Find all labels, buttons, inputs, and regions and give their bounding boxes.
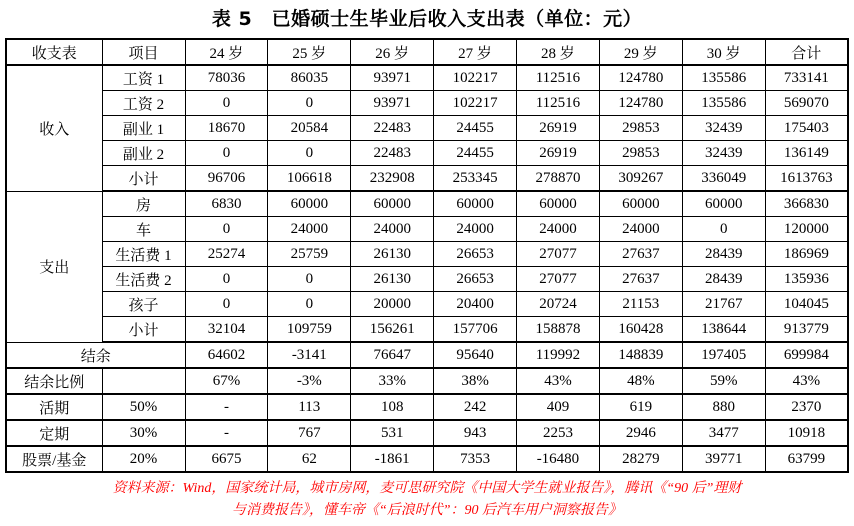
group-cell-expense: 支出 — [6, 191, 102, 342]
value-cell: 59% — [682, 368, 765, 394]
summary-row — [6, 342, 848, 368]
value-cell: 278870 — [517, 166, 600, 192]
value-cell: 28439 — [682, 242, 765, 267]
value-cell: 0 — [682, 217, 765, 242]
source-note — [0, 478, 854, 522]
value-cell: 0 — [268, 292, 351, 317]
value-cell: 135936 — [765, 267, 848, 292]
rate-cell: 20% — [102, 446, 185, 472]
value-cell: 136149 — [765, 141, 848, 166]
value-cell: 113 — [268, 394, 351, 420]
rate-cell: 30% — [102, 420, 185, 446]
value-cell: 102217 — [434, 65, 517, 91]
table-title: 表 5 已婚硕士生毕业后收入支出表（单位：元） — [211, 8, 643, 30]
row-label: 房 — [102, 191, 185, 217]
value-cell: -1861 — [351, 446, 434, 472]
row-label: 副业 2 — [102, 141, 185, 166]
value-cell: 25759 — [268, 242, 351, 267]
value-cell: 21153 — [599, 292, 682, 317]
value-cell: 20724 — [517, 292, 600, 317]
group-cell-income: 收入 — [6, 65, 102, 191]
source-note-line2: 与消费报告》，懂车帝《“后浪时代”：90 后汽车用户洞察报告》 — [231, 503, 623, 518]
value-cell: 28279 — [599, 446, 682, 472]
value-cell: 366830 — [765, 191, 848, 217]
value-cell: 95640 — [434, 342, 517, 368]
table-body — [6, 39, 848, 472]
value-cell: 28439 — [682, 267, 765, 292]
value-cell: 78036 — [185, 65, 268, 91]
value-cell: 24000 — [268, 217, 351, 242]
value-cell: 0 — [268, 141, 351, 166]
column-header: 26 岁 — [351, 39, 434, 65]
value-cell: 1613763 — [765, 166, 848, 192]
row-label: 工资 2 — [102, 91, 185, 116]
value-cell: 2370 — [765, 394, 848, 420]
value-cell: 27077 — [517, 242, 600, 267]
value-cell: 22483 — [351, 141, 434, 166]
value-cell: 96706 — [185, 166, 268, 192]
row-label: 孩子 — [102, 292, 185, 317]
value-cell: -3% — [268, 368, 351, 394]
row-label: 定期 — [6, 420, 102, 446]
value-cell: 93971 — [351, 91, 434, 116]
value-cell: 67% — [185, 368, 268, 394]
value-cell: 32439 — [682, 116, 765, 141]
value-cell: -3141 — [268, 342, 351, 368]
value-cell: 24455 — [434, 116, 517, 141]
column-header: 合计 — [765, 39, 848, 65]
income-row — [6, 116, 848, 141]
value-cell: 6830 — [185, 191, 268, 217]
value-cell: 22483 — [351, 116, 434, 141]
value-cell: 20000 — [351, 292, 434, 317]
value-cell: 26130 — [351, 242, 434, 267]
value-cell: 60000 — [682, 191, 765, 217]
value-cell: 64602 — [185, 342, 268, 368]
value-cell: 253345 — [434, 166, 517, 192]
value-cell: 0 — [185, 91, 268, 116]
value-cell: 26919 — [517, 116, 600, 141]
value-cell: 336049 — [682, 166, 765, 192]
value-cell: 120000 — [765, 217, 848, 242]
value-cell: 39771 — [682, 446, 765, 472]
income-row — [6, 141, 848, 166]
column-header: 29 岁 — [599, 39, 682, 65]
value-cell: 26919 — [517, 141, 600, 166]
value-cell: 60000 — [599, 191, 682, 217]
income-row — [6, 65, 848, 91]
value-cell: 112516 — [517, 91, 600, 116]
value-cell: 25274 — [185, 242, 268, 267]
income-row — [6, 91, 848, 116]
summary-row — [6, 368, 848, 394]
row-label: 生活费 1 — [102, 242, 185, 267]
value-cell: 0 — [268, 267, 351, 292]
value-cell: 7353 — [434, 446, 517, 472]
column-header: 收支表 — [6, 39, 102, 65]
expense-row — [6, 191, 848, 217]
value-cell: 10918 — [765, 420, 848, 446]
row-label: 副业 1 — [102, 116, 185, 141]
row-label: 结余比例 — [6, 368, 102, 394]
value-cell: 106618 — [268, 166, 351, 192]
row-label: 活期 — [6, 394, 102, 420]
value-cell: 124780 — [599, 65, 682, 91]
value-cell: 63799 — [765, 446, 848, 472]
value-cell: 27077 — [517, 267, 600, 292]
rate-cell: 50% — [102, 394, 185, 420]
value-cell: 20584 — [268, 116, 351, 141]
value-cell: 0 — [185, 292, 268, 317]
value-cell: 160428 — [599, 317, 682, 343]
expense-row — [6, 317, 848, 343]
value-cell: 309267 — [599, 166, 682, 192]
value-cell: 119992 — [517, 342, 600, 368]
value-cell: 943 — [434, 420, 517, 446]
row-label: 小计 — [102, 317, 185, 343]
value-cell: 733141 — [765, 65, 848, 91]
row-label: 股票/基金 — [6, 446, 102, 472]
value-cell: 33% — [351, 368, 434, 394]
value-cell: 767 — [268, 420, 351, 446]
income-row — [6, 166, 848, 192]
value-cell: 27637 — [599, 267, 682, 292]
header-row — [6, 39, 848, 65]
value-cell: 0 — [185, 217, 268, 242]
value-cell: 29853 — [599, 141, 682, 166]
value-cell: 138644 — [682, 317, 765, 343]
income-expense-table — [5, 38, 849, 473]
value-cell: 29853 — [599, 116, 682, 141]
summary-row — [6, 446, 848, 472]
value-cell: 3477 — [682, 420, 765, 446]
value-cell: 76647 — [351, 342, 434, 368]
source-note-line1: 资料来源：Wind，国家统计局，城市房网，麦可思研究院《中国大学生就业报告》，腾讯《“90 后”理财 — [112, 481, 742, 496]
value-cell: - — [185, 420, 268, 446]
value-cell: 175403 — [765, 116, 848, 141]
row-label: 工资 1 — [102, 65, 185, 91]
summary-row — [6, 394, 848, 420]
value-cell: 197405 — [682, 342, 765, 368]
column-header: 24 岁 — [185, 39, 268, 65]
value-cell: 24000 — [517, 217, 600, 242]
value-cell: 60000 — [517, 191, 600, 217]
value-cell: 32439 — [682, 141, 765, 166]
column-header: 25 岁 — [268, 39, 351, 65]
value-cell: 20400 — [434, 292, 517, 317]
value-cell: 18670 — [185, 116, 268, 141]
row-label: 结余 — [6, 342, 185, 368]
value-cell: 24000 — [434, 217, 517, 242]
expense-row — [6, 292, 848, 317]
value-cell: 104045 — [765, 292, 848, 317]
value-cell: 38% — [434, 368, 517, 394]
value-cell: 86035 — [268, 65, 351, 91]
value-cell: 26653 — [434, 267, 517, 292]
value-cell: 6675 — [185, 446, 268, 472]
value-cell: 43% — [517, 368, 600, 394]
value-cell: 60000 — [268, 191, 351, 217]
summary-row — [6, 420, 848, 446]
value-cell: 0 — [185, 267, 268, 292]
expense-row — [6, 217, 848, 242]
row-label: 小计 — [102, 166, 185, 192]
column-header: 28 岁 — [517, 39, 600, 65]
value-cell: 2253 — [517, 420, 600, 446]
value-cell: 48% — [599, 368, 682, 394]
value-cell: 24000 — [599, 217, 682, 242]
value-cell: 619 — [599, 394, 682, 420]
value-cell: 156261 — [351, 317, 434, 343]
value-cell: 62 — [268, 446, 351, 472]
value-cell: 93971 — [351, 65, 434, 91]
value-cell: 409 — [517, 394, 600, 420]
value-cell: 112516 — [517, 65, 600, 91]
row-label: 生活费 2 — [102, 267, 185, 292]
value-cell: 21767 — [682, 292, 765, 317]
value-cell: 158878 — [517, 317, 600, 343]
value-cell: 232908 — [351, 166, 434, 192]
value-cell: 0 — [268, 91, 351, 116]
value-cell: 26130 — [351, 267, 434, 292]
value-cell: 569070 — [765, 91, 848, 116]
value-cell: 186969 — [765, 242, 848, 267]
value-cell: -16480 — [517, 446, 600, 472]
value-cell: 0 — [185, 141, 268, 166]
column-header: 27 岁 — [434, 39, 517, 65]
value-cell: 43% — [765, 368, 848, 394]
value-cell: - — [185, 394, 268, 420]
value-cell: 880 — [682, 394, 765, 420]
value-cell: 135586 — [682, 91, 765, 116]
value-cell: 60000 — [434, 191, 517, 217]
column-header: 30 岁 — [682, 39, 765, 65]
value-cell: 242 — [434, 394, 517, 420]
value-cell: 531 — [351, 420, 434, 446]
value-cell: 913779 — [765, 317, 848, 343]
rate-cell — [102, 368, 185, 394]
value-cell: 699984 — [765, 342, 848, 368]
value-cell: 60000 — [351, 191, 434, 217]
value-cell: 102217 — [434, 91, 517, 116]
row-label: 车 — [102, 217, 185, 242]
value-cell: 124780 — [599, 91, 682, 116]
value-cell: 2946 — [599, 420, 682, 446]
expense-row — [6, 242, 848, 267]
value-cell: 108 — [351, 394, 434, 420]
value-cell: 32104 — [185, 317, 268, 343]
value-cell: 148839 — [599, 342, 682, 368]
value-cell: 27637 — [599, 242, 682, 267]
value-cell: 135586 — [682, 65, 765, 91]
value-cell: 24455 — [434, 141, 517, 166]
value-cell: 157706 — [434, 317, 517, 343]
column-header: 项目 — [102, 39, 185, 65]
value-cell: 24000 — [351, 217, 434, 242]
value-cell: 26653 — [434, 242, 517, 267]
value-cell: 109759 — [268, 317, 351, 343]
expense-row — [6, 267, 848, 292]
